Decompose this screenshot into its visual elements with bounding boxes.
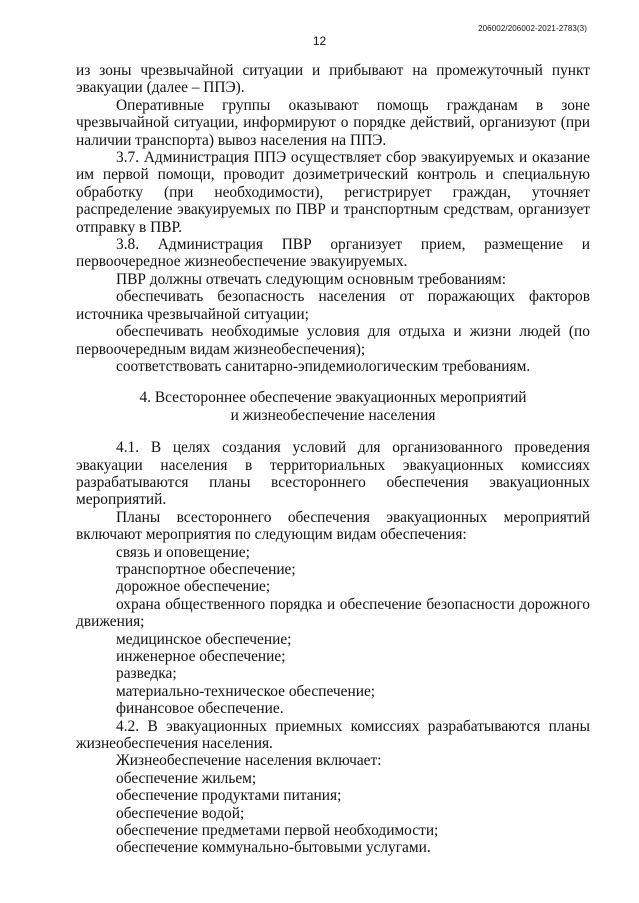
paragraph: 4.1. В целях создания условий для организованного проведения эвакуации населения в территориальных эвакуационных комиссиях разрабатываются планы всестороннего обеспечения эвакуационных мероприятий. xyxy=(76,439,590,509)
paragraph: связь и оповещение; xyxy=(116,543,250,561)
paragraph: обеспечение водой; xyxy=(116,804,245,822)
paragraph: соответствовать санитарно-эпидемиологическим требованиям. xyxy=(116,357,531,375)
section-heading-line-1: 4. Всестороннее обеспечение эвакуационных мероприятий xyxy=(139,389,527,407)
paragraph: обеспечение продуктами питания; xyxy=(116,787,342,805)
paragraph: Оперативные группы оказывают помощь гражданам в зоне чрезвычайной ситуации, информируют о порядке действий, организуют (при наличии транспорта) вывоз населения на ППЭ. xyxy=(76,96,590,149)
paragraph: инженерное обеспечение; xyxy=(116,648,286,665)
paragraph: 3.7. Администрация ППЭ осуществляет сбор эвакуируемых и оказание им первой помощи, проводит дозиметрический контроль и специальную обработку (при необходимости), регистрирует граждан, уточняет распределение эвакуируемых по ПВР и транспортным средствам, организует отправку в ПВР. xyxy=(76,149,590,236)
section-4-heading xyxy=(76,389,590,424)
paragraph: ПВР должны отвечать следующим основным требованиям: xyxy=(116,270,506,288)
paragraph: финансовое обеспечение. xyxy=(116,700,284,718)
paragraph: разведка; xyxy=(116,665,177,683)
paragraph: обеспечивать необходимые условия для отдыха и жизни людей (по первоочередным видам жизнеобеспечения); xyxy=(76,323,590,358)
paragraph: медицинское обеспечение; xyxy=(116,630,292,648)
section-4-body xyxy=(76,439,590,857)
paragraph: материально-техническое обеспечение; xyxy=(116,682,376,700)
document-id: 206002/206002-2021-2783(3) xyxy=(478,24,587,33)
paragraph: Жизнеобеспечение населения включает: xyxy=(116,752,382,770)
document-body xyxy=(76,62,590,857)
paragraph: обеспечение жильем; xyxy=(116,769,257,787)
paragraph: обеспечение коммунально-бытовыми услугами. xyxy=(116,839,431,857)
paragraph: обеспечивать безопасность населения от поражающих факторов источника чрезвычайной ситуации; xyxy=(76,288,590,323)
paragraph: обеспечение предметами первой необходимости; xyxy=(116,822,439,840)
paragraph: 3.8. Администрация ПВР организует прием, размещение и первоочередное жизнеобеспечение эвакуируемых. xyxy=(76,236,590,271)
paragraph: из зоны чрезвычайной ситуации и прибывают на промежуточный пункт эвакуации (далее – ППЭ). xyxy=(76,62,590,97)
paragraph: дорожное обеспечение; xyxy=(116,578,271,596)
section-heading-line-2: и жизнеобеспечение населения xyxy=(230,406,436,424)
paragraph: охрана общественного порядка и обеспечение безопасности дорожного движения; xyxy=(76,595,590,631)
paragraph: 4.2. В эвакуационных приемных комиссиях разрабатываются планы жизнеобеспечения населения. xyxy=(76,717,590,753)
paragraph: Планы всестороннего обеспечения эвакуационных мероприятий включают мероприятия по следующим видам обеспечения: xyxy=(76,508,590,544)
section-3-continuation xyxy=(76,62,590,375)
page-number: 12 xyxy=(312,34,327,48)
paragraph: транспортное обеспечение; xyxy=(116,560,296,578)
